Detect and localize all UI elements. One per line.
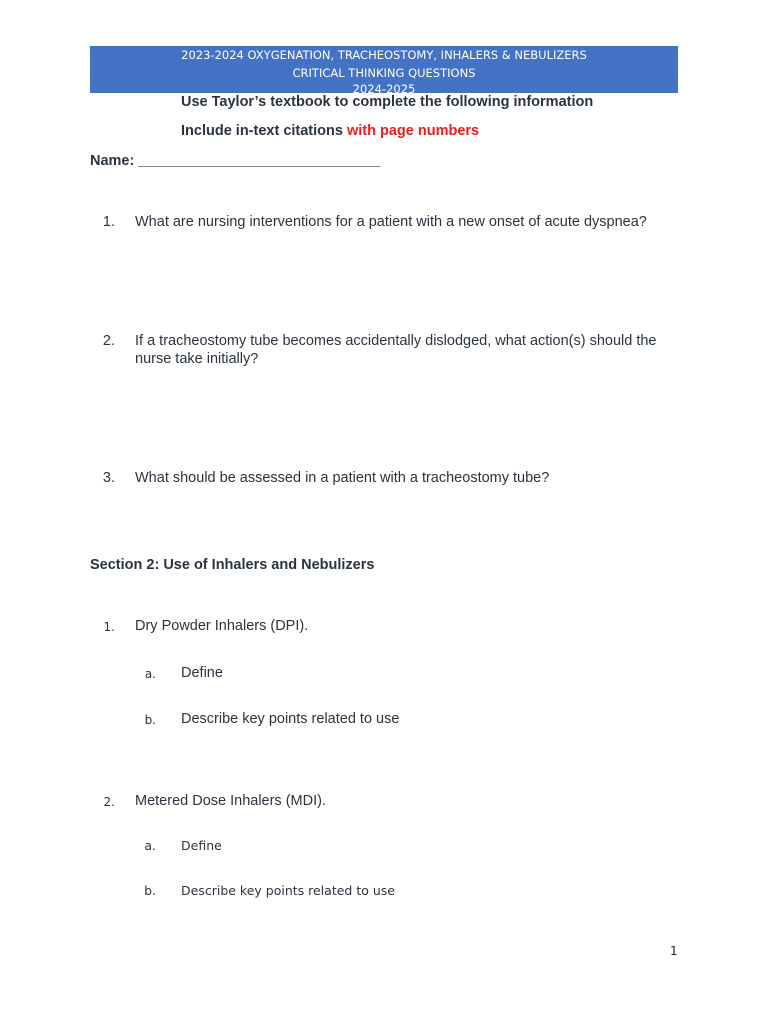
item-number: 1. bbox=[103, 620, 115, 634]
sub-item-text: Describe key points related to use bbox=[181, 883, 395, 898]
question-text: What are nursing interventions for a patient with a new onset of acute dyspnea? bbox=[135, 214, 647, 230]
sub-item-text: Define bbox=[181, 665, 223, 681]
sub-item-letter: b. bbox=[144, 713, 156, 727]
item-number: 2. bbox=[103, 795, 115, 809]
question-number: 3. bbox=[102, 470, 115, 486]
question-text: If a tracheostomy tube becomes accidentally dislodged, what action(s) should the nurse take initially? bbox=[135, 333, 657, 367]
question-text: What should be assessed in a patient with a tracheostomy tube? bbox=[135, 470, 550, 486]
sub-item-text: Define bbox=[181, 838, 222, 853]
name-label: Name: bbox=[90, 153, 139, 169]
header-banner bbox=[90, 46, 678, 93]
instruction-prefix: Include in-text citations bbox=[181, 123, 347, 139]
question-number: 1. bbox=[102, 214, 115, 230]
sub-item-letter: b. bbox=[144, 883, 156, 898]
question-number: 2. bbox=[102, 333, 115, 349]
instruction-highlight: with page numbers bbox=[346, 123, 480, 139]
sub-item-letter: a. bbox=[144, 667, 156, 681]
name-field[interactable] bbox=[90, 153, 380, 169]
item-text: Dry Powder Inhalers (DPI). bbox=[135, 618, 309, 634]
instruction-line-1: Use Taylor’s textbook to complete the following information bbox=[181, 94, 594, 110]
header-year-line: 2024-2025 bbox=[352, 82, 416, 93]
item-text: Metered Dose Inhalers (MDI). bbox=[135, 793, 326, 809]
name-blank-line[interactable]: ______________________________ bbox=[138, 153, 381, 169]
sub-item-text: Describe key points related to use bbox=[181, 711, 400, 727]
header-title-line: 2023-2024 OXYGENATION, TRACHEOSTOMY, INHALERS & NEBULIZERS bbox=[181, 48, 587, 62]
header-subtitle-line: CRITICAL THINKING QUESTIONS bbox=[292, 66, 476, 80]
section-heading: Section 2: Use of Inhalers and Nebulizers bbox=[90, 557, 375, 573]
sub-item-letter: a. bbox=[144, 838, 156, 853]
page-number: 1 bbox=[670, 944, 678, 958]
instruction-line-2 bbox=[181, 123, 479, 139]
